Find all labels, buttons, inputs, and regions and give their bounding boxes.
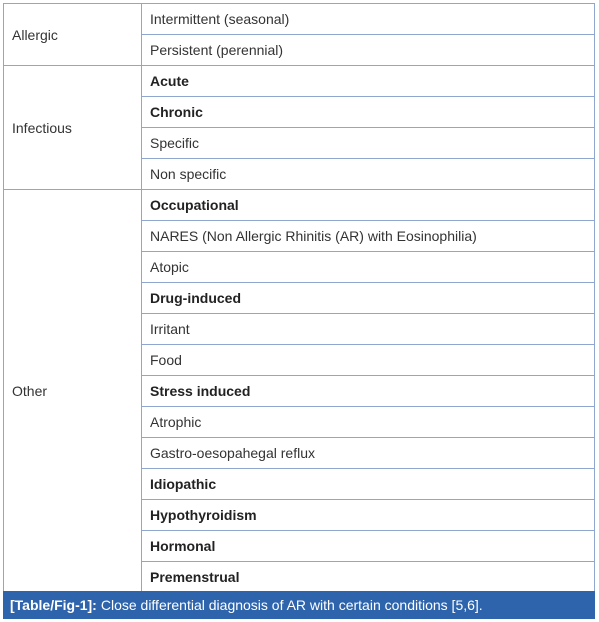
condition-cell: Idiopathic (142, 469, 595, 500)
caption-text: Close differential diagnosis of AR with certain conditions [5,6]. (100, 597, 483, 613)
condition-cell: Persistent (perennial) (142, 35, 595, 66)
condition-cell: Food (142, 345, 595, 376)
condition-cell: Specific (142, 128, 595, 159)
condition-cell: Intermittent (seasonal) (142, 4, 595, 35)
differential-diagnosis-table (3, 3, 595, 593)
table-row (4, 4, 595, 35)
condition-cell: Non specific (142, 159, 595, 190)
condition-cell: Irritant (142, 314, 595, 345)
condition-cell: Atopic (142, 252, 595, 283)
condition-cell: Chronic (142, 97, 595, 128)
condition-cell: Gastro-oesopahegal reflux (142, 438, 595, 469)
category-cell: Other (4, 190, 142, 593)
condition-cell: NARES (Non Allergic Rhinitis (AR) with Eosinophilia) (142, 221, 595, 252)
condition-cell: Drug-induced (142, 283, 595, 314)
caption-label: [Table/Fig-1]: (10, 597, 97, 613)
condition-cell: Atrophic (142, 407, 595, 438)
category-cell: Infectious (4, 66, 142, 190)
condition-cell: Premenstrual (142, 562, 595, 593)
condition-cell: Hypothyroidism (142, 500, 595, 531)
category-cell: Allergic (4, 4, 142, 66)
condition-cell: Hormonal (142, 531, 595, 562)
condition-cell: Acute (142, 66, 595, 97)
table-body (4, 4, 595, 593)
condition-cell: Occupational (142, 190, 595, 221)
table-row (4, 190, 595, 221)
figure-caption (3, 591, 595, 619)
condition-cell: Stress induced (142, 376, 595, 407)
table-row (4, 66, 595, 97)
